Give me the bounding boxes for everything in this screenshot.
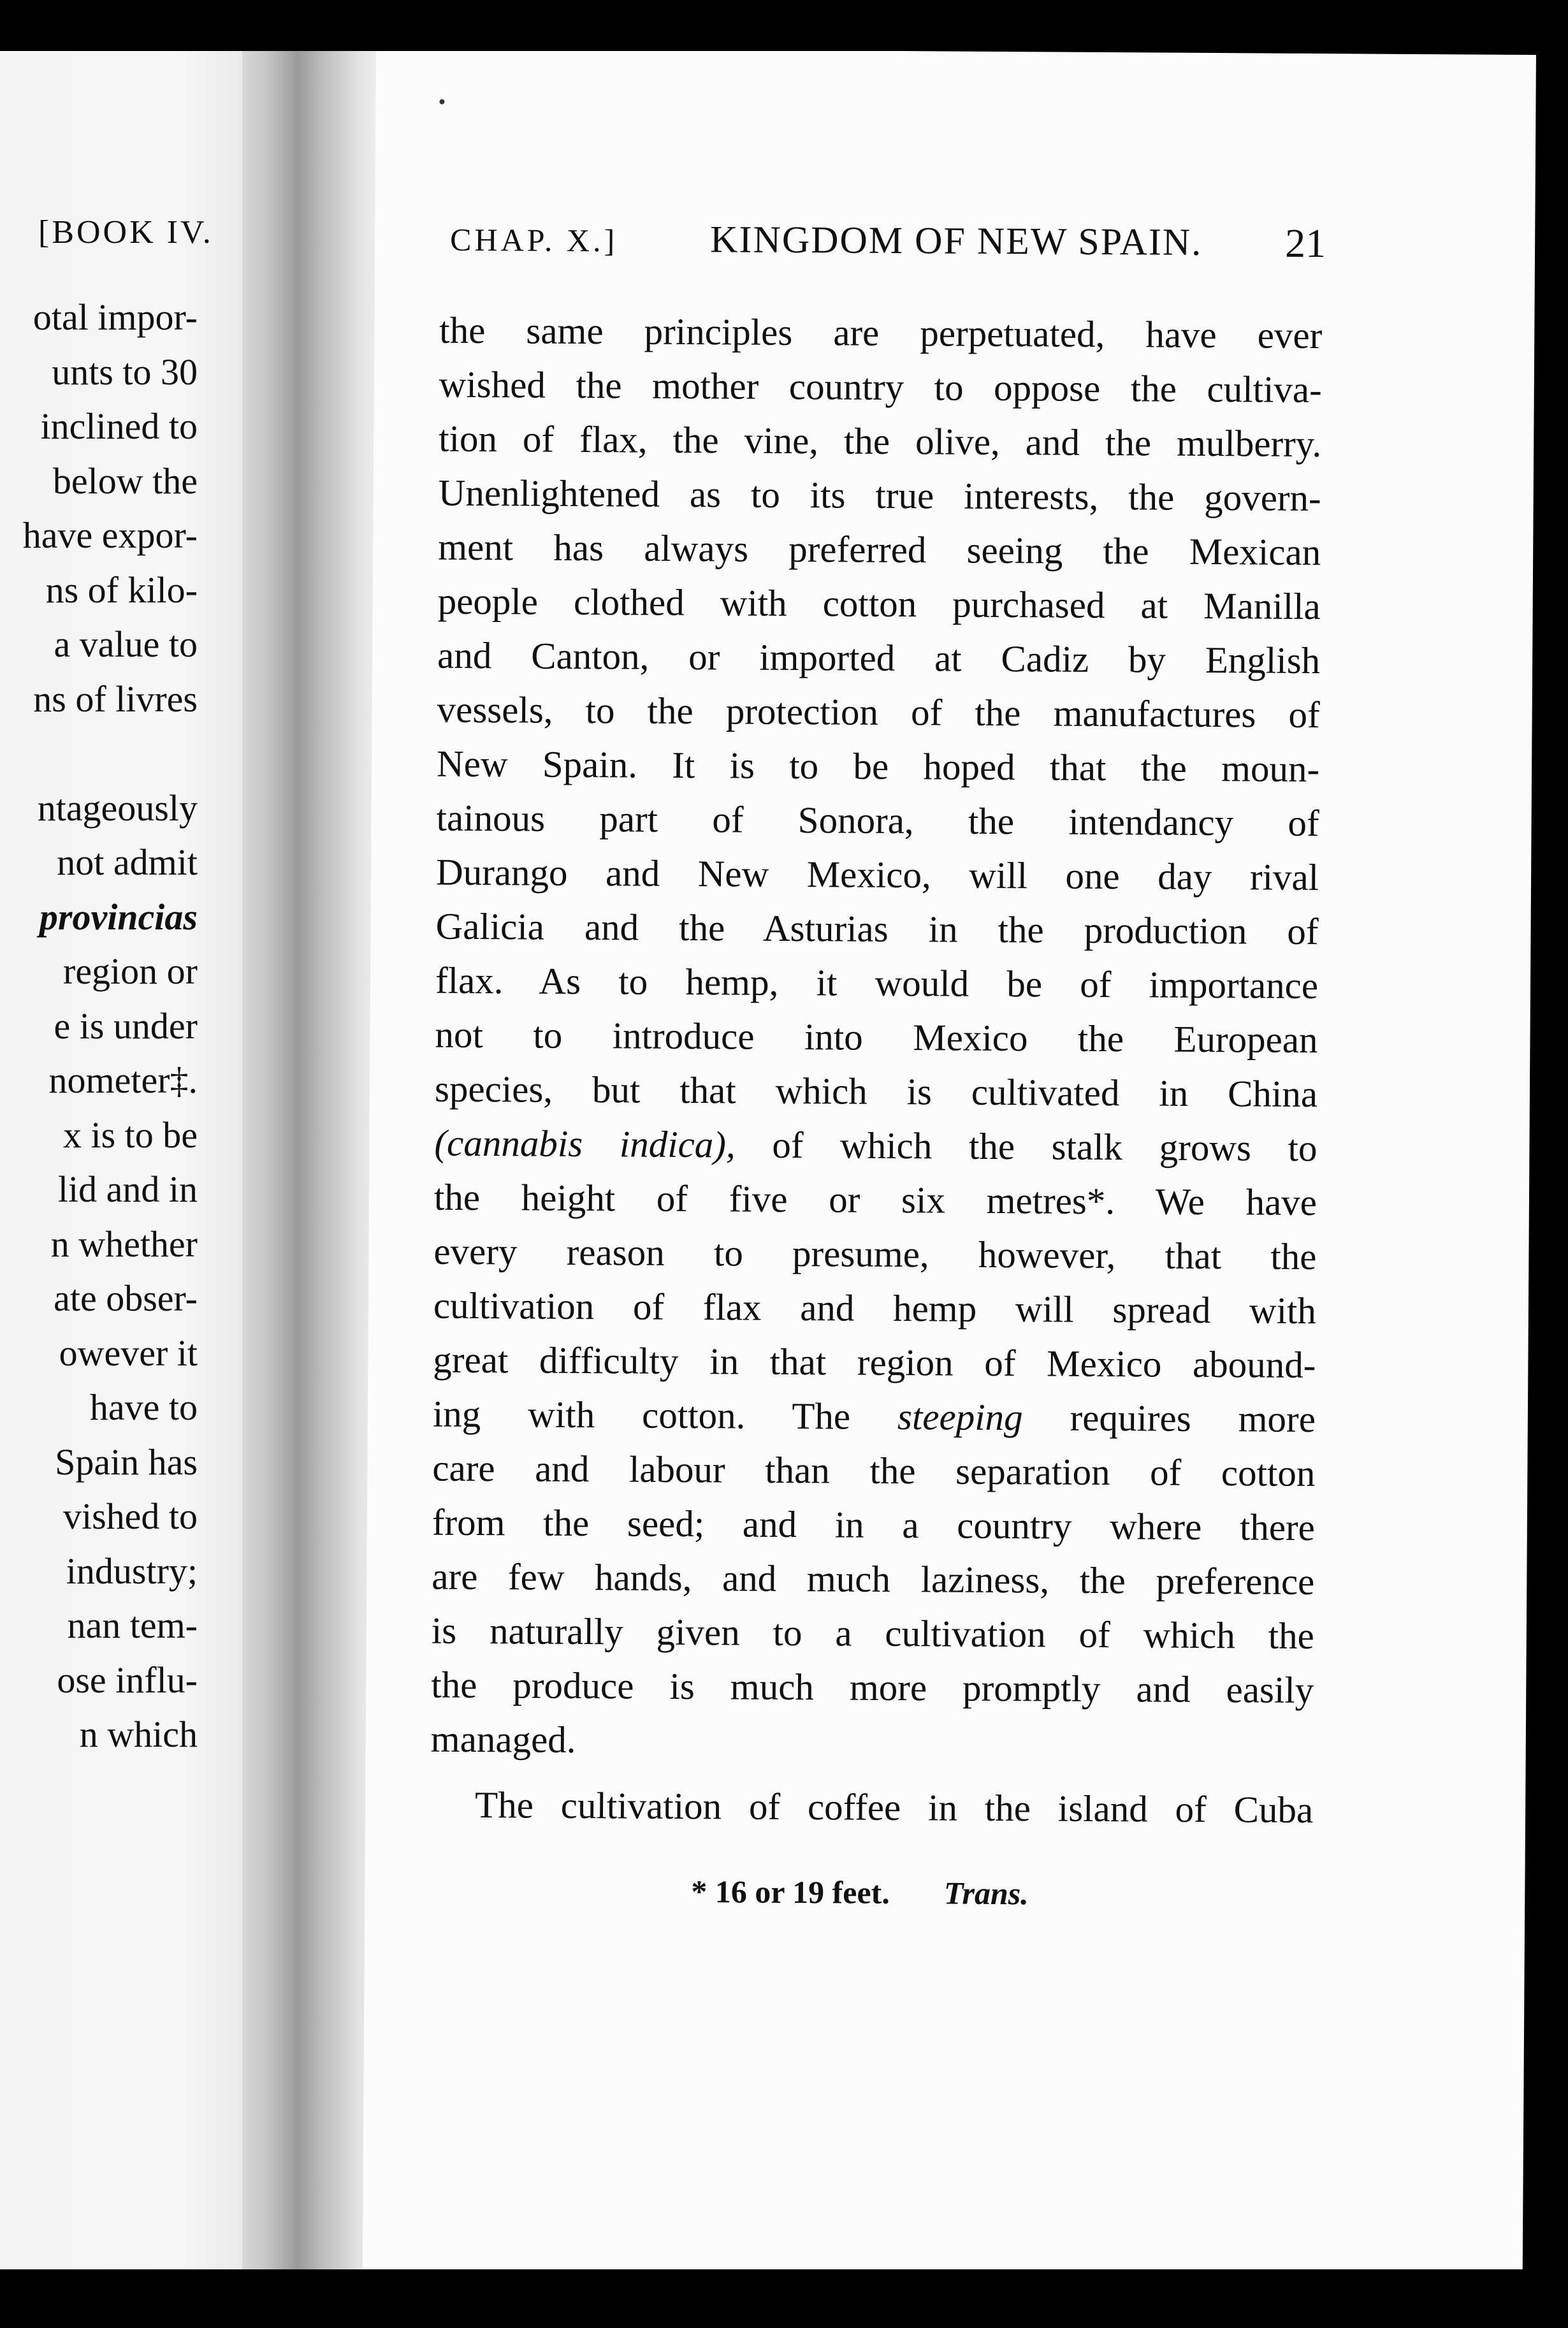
left-text-line: owever it — [59, 1332, 198, 1374]
text-line: managed. — [430, 1717, 576, 1761]
text-line: and Canton, or imported at Cadiz by English — [437, 634, 1321, 682]
left-text-line: Spain has — [55, 1441, 198, 1483]
left-text-line: ntageously — [37, 787, 198, 829]
left-text-line: otal impor- — [33, 296, 198, 338]
text-line: Unenlightened as to its true interests, the govern- — [438, 471, 1321, 520]
scan-border-bottom — [0, 2269, 1568, 2328]
text-line: cultivation of flax and hemp will spread with — [433, 1284, 1317, 1332]
left-text-line: ns of kilo- — [45, 569, 198, 611]
text-line: the same principles are perpetuated, have ever — [439, 309, 1323, 357]
text-line: wished the mother country to oppose the cultiva- — [439, 363, 1322, 411]
text-line: ing with cotton. The steeping requires more — [432, 1392, 1316, 1441]
text-line: (cannabis indica), of which the stalk grows to — [434, 1121, 1318, 1170]
chapter-label: CHAP. X.] — [449, 221, 618, 259]
left-running-header: [BOOK IV. — [38, 214, 214, 251]
left-text-line: unts to 30 — [52, 351, 198, 393]
page-number: 21 — [1284, 220, 1326, 266]
text-line: tion of flax, the vine, the olive, and the mulberry. — [439, 417, 1322, 465]
left-text-line: region or — [63, 950, 198, 992]
left-text-line: x is to be — [62, 1114, 198, 1156]
text-line: are few hands, and much laziness, the preference — [432, 1555, 1315, 1603]
left-text-line: ate obser- — [54, 1277, 198, 1319]
left-text-line: e is under — [54, 1005, 198, 1047]
text-line: the produce is much more promptly and easily — [431, 1663, 1314, 1712]
text-line: great difficulty in that region of Mexico abound- — [433, 1338, 1316, 1386]
scan-border-right — [1536, 0, 1568, 2328]
text-line: Galicia and the Asturias in the production of — [435, 905, 1319, 953]
right-page — [363, 48, 1536, 2280]
text-line: species, but that which is cultivated in China — [434, 1067, 1318, 1116]
text-line: flax. As to hemp, it would be of importance — [435, 959, 1319, 1007]
text-line: is naturally given to a cultivation of which the — [431, 1609, 1315, 1657]
left-text-line: nan tem- — [67, 1604, 198, 1646]
left-text-line — [0, 726, 242, 781]
footnote — [691, 1873, 1029, 1912]
text-line: vessels, to the protection of the manufactures of — [437, 688, 1320, 736]
left-text-line: ns of livres — [33, 678, 198, 720]
left-text-line: ose influ- — [57, 1659, 198, 1701]
text-line: from the seed; and in a country where there — [432, 1501, 1316, 1549]
left-text-line: provincias — [39, 896, 198, 938]
scan-border-top — [0, 0, 1568, 51]
left-text-line: nometer‡. — [48, 1059, 198, 1101]
left-text-line: below the — [52, 460, 198, 502]
text-line: care and labour than the separation of cotton — [432, 1446, 1316, 1495]
text-line: tainous part of Sonora, the intendancy of — [436, 796, 1319, 845]
left-page-text — [0, 290, 242, 1762]
text-line: ment has always preferred seeing the Mexican — [438, 525, 1321, 574]
text-line: not to introduce into Mexico the European — [435, 1013, 1318, 1061]
text-line: people clothed with cotton purchased at Manilla — [437, 579, 1321, 628]
left-text-line: have to — [89, 1386, 198, 1428]
footnote-text: * 16 or 19 feet. — [691, 1873, 890, 1910]
text-line: Durango and New Mexico, will one day rival — [435, 850, 1319, 899]
left-text-line: not admit — [57, 841, 198, 883]
paper-speck — [439, 99, 444, 105]
left-text-line: inclined to — [40, 405, 198, 447]
left-text-line: n whether — [50, 1223, 198, 1265]
left-text-line: have expor- — [22, 514, 198, 556]
left-text-line: vished to — [62, 1495, 198, 1537]
left-text-line: a value to — [54, 623, 198, 665]
text-line: The cultivation of coffee in the island of Cuba — [474, 1784, 1314, 1831]
text-line: the height of five or six metres*. We have — [433, 1175, 1318, 1224]
running-header — [450, 216, 1330, 279]
left-text-line: lid and in — [57, 1168, 198, 1210]
text-line: New Spain. It is to be hoped that the moun- — [436, 742, 1320, 790]
running-title: KINGDOM OF NEW SPAIN. — [709, 218, 1203, 263]
footnote-tag: Trans. — [943, 1875, 1029, 1912]
left-text-line: industry; — [66, 1550, 198, 1592]
body-text — [430, 303, 1323, 1837]
left-page — [0, 0, 249, 2328]
text-line: every reason to presume, however, that the — [433, 1230, 1317, 1278]
left-text-line: n which — [79, 1713, 198, 1755]
